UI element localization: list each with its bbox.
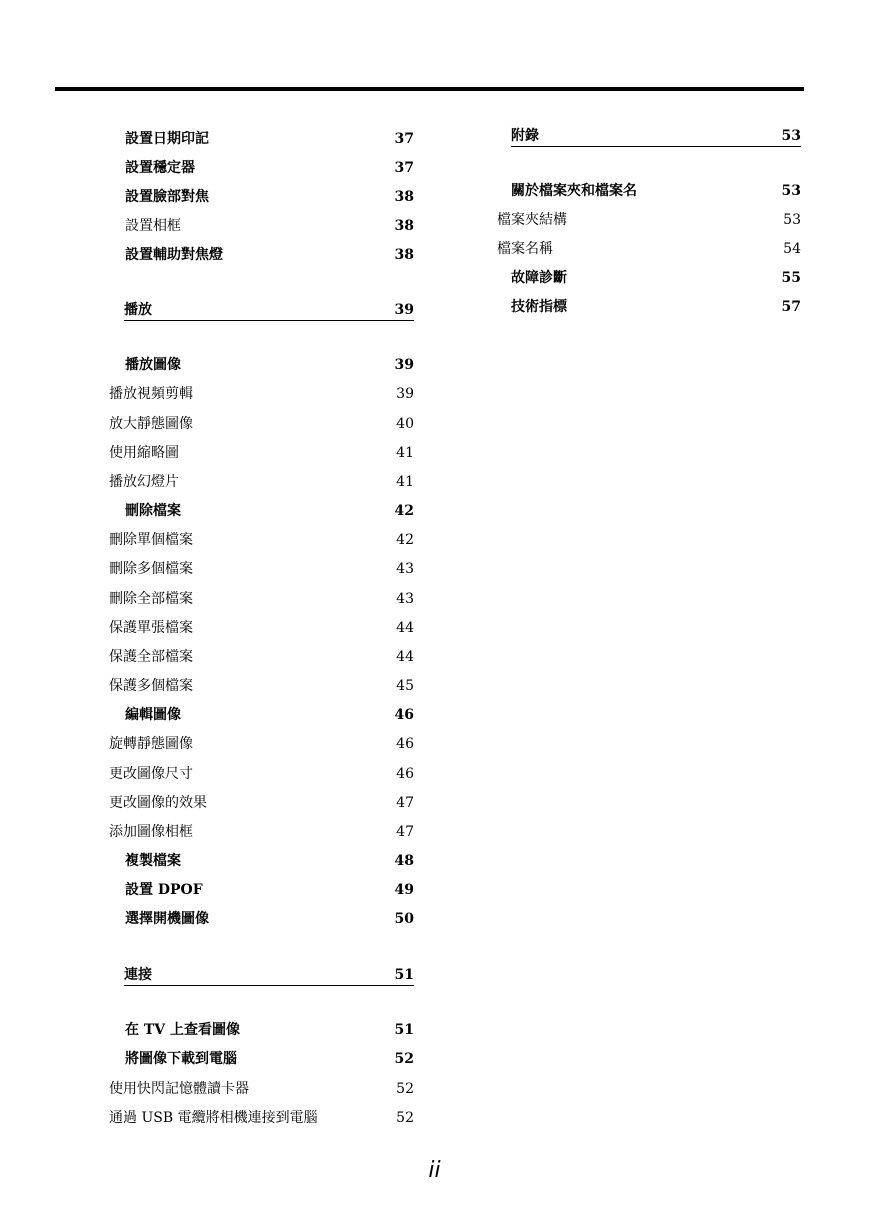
toc-entry[interactable] bbox=[109, 384, 414, 404]
toc-entry-page: 38 bbox=[394, 247, 414, 263]
toc-entry[interactable] bbox=[109, 443, 414, 463]
toc-entry[interactable] bbox=[511, 181, 801, 201]
toc-entry-page: 52 bbox=[396, 1110, 414, 1126]
toc-chapter-page: 39 bbox=[394, 302, 414, 318]
toc-entry-page: 57 bbox=[781, 299, 801, 315]
toc-entry[interactable] bbox=[511, 297, 801, 317]
toc-entry-page: 53 bbox=[783, 212, 801, 228]
toc-entry-title: 放大靜態圖像 bbox=[109, 416, 193, 432]
toc-entry-title: 設置臉部對焦 bbox=[125, 189, 209, 205]
toc-entry[interactable] bbox=[497, 210, 801, 230]
toc-entry-page: 55 bbox=[781, 270, 801, 286]
toc-entry[interactable] bbox=[109, 414, 414, 434]
toc-entry-page: 52 bbox=[396, 1081, 414, 1097]
toc-entry[interactable] bbox=[109, 559, 414, 579]
toc-entry-page: 52 bbox=[394, 1051, 414, 1067]
toc-chapter-title: 附錄 bbox=[511, 128, 539, 144]
toc-entry[interactable] bbox=[109, 589, 414, 609]
toc-entry-title: 技術指標 bbox=[511, 299, 567, 315]
toc-entry-page: 46 bbox=[396, 766, 414, 782]
toc-entry-title: 保護多個檔案 bbox=[109, 678, 193, 694]
toc-entry-title: 刪除單個檔案 bbox=[109, 532, 193, 548]
toc-entry-page: 37 bbox=[394, 160, 414, 176]
toc-chapter-page: 51 bbox=[394, 967, 414, 983]
toc-entry-page: 41 bbox=[396, 445, 414, 461]
toc-entry-title: 保護單張檔案 bbox=[109, 620, 193, 636]
toc-entry-page: 49 bbox=[394, 882, 414, 898]
toc-entry[interactable] bbox=[125, 245, 414, 265]
toc-entry-title: 設置輔助對焦燈 bbox=[125, 247, 223, 263]
toc-entry[interactable] bbox=[125, 851, 414, 871]
toc-entry[interactable] bbox=[125, 216, 414, 236]
top-rule bbox=[55, 87, 804, 91]
toc-entry[interactable] bbox=[497, 239, 801, 259]
toc-entry-page: 41 bbox=[396, 474, 414, 490]
toc-entry-title: 設置穩定器 bbox=[125, 160, 195, 176]
toc-entry-title: 通過 USB 電纜將相機連接到電腦 bbox=[109, 1110, 318, 1126]
toc-chapter[interactable] bbox=[124, 300, 414, 321]
toc-entry-page: 43 bbox=[396, 591, 414, 607]
page-number: ii bbox=[428, 1158, 441, 1183]
toc-entry-page: 44 bbox=[396, 620, 414, 636]
toc-entry-title: 更改圖像尺寸 bbox=[109, 766, 193, 782]
toc-entry[interactable] bbox=[109, 647, 414, 667]
toc-chapter[interactable] bbox=[124, 965, 414, 986]
toc-entry-page: 54 bbox=[783, 241, 801, 257]
toc-entry[interactable] bbox=[109, 793, 414, 813]
toc-entry[interactable] bbox=[125, 501, 414, 521]
toc-entry[interactable] bbox=[109, 472, 414, 492]
toc-entry-page: 40 bbox=[396, 416, 414, 432]
toc-entry[interactable] bbox=[109, 1108, 414, 1128]
toc-entry[interactable] bbox=[125, 705, 414, 725]
toc-entry[interactable] bbox=[109, 822, 414, 842]
toc-entry-title: 關於檔案夾和檔案名 bbox=[511, 183, 637, 199]
toc-chapter-page: 53 bbox=[781, 128, 801, 144]
toc-chapter-title: 播放 bbox=[124, 302, 152, 318]
toc-entry-title: 使用快閃記憶體讀卡器 bbox=[109, 1081, 249, 1097]
toc-entry-title: 更改圖像的效果 bbox=[109, 795, 207, 811]
toc-entry[interactable] bbox=[109, 676, 414, 696]
toc-entry-page: 47 bbox=[396, 824, 414, 840]
toc-entry-title: 檔案夾結構 bbox=[497, 212, 567, 228]
toc-entry[interactable] bbox=[125, 129, 414, 149]
toc-entry-title: 播放幻燈片 bbox=[109, 474, 179, 490]
toc-entry-title: 刪除檔案 bbox=[125, 503, 181, 519]
toc-entry-page: 51 bbox=[394, 1022, 414, 1038]
toc-entry-page: 48 bbox=[394, 853, 414, 869]
toc-entry-page: 39 bbox=[396, 386, 414, 402]
toc-entry-page: 46 bbox=[396, 736, 414, 752]
toc-entry-title: 保護全部檔案 bbox=[109, 649, 193, 665]
toc-entry[interactable] bbox=[125, 355, 414, 375]
toc-entry-title: 編輯圖像 bbox=[125, 707, 181, 723]
toc-entry-title: 刪除多個檔案 bbox=[109, 561, 193, 577]
toc-entry-page: 42 bbox=[396, 532, 414, 548]
toc-entry[interactable] bbox=[125, 909, 414, 929]
toc-entry[interactable] bbox=[125, 187, 414, 207]
toc-entry-title: 播放圖像 bbox=[125, 357, 181, 373]
toc-entry-page: 44 bbox=[396, 649, 414, 665]
toc-entry-title: 添加圖像相框 bbox=[109, 824, 193, 840]
toc-entry-page: 50 bbox=[394, 911, 414, 927]
toc-entry-title: 將圖像下載到電腦 bbox=[125, 1051, 237, 1067]
toc-entry-title: 設置 DPOF bbox=[125, 882, 203, 898]
toc-entry-page: 42 bbox=[394, 503, 414, 519]
toc-entry-title: 旋轉靜態圖像 bbox=[109, 736, 193, 752]
toc-entry[interactable] bbox=[109, 1079, 414, 1099]
toc-entry-title: 設置日期印記 bbox=[125, 131, 209, 147]
toc-entry-title: 播放視頻剪輯 bbox=[109, 386, 193, 402]
toc-entry-page: 45 bbox=[396, 678, 414, 694]
toc-entry[interactable] bbox=[125, 158, 414, 178]
toc-entry-page: 37 bbox=[394, 131, 414, 147]
toc-entry[interactable] bbox=[125, 1049, 414, 1069]
toc-entry-page: 53 bbox=[781, 183, 801, 199]
toc-entry[interactable] bbox=[109, 530, 414, 550]
toc-entry[interactable] bbox=[109, 734, 414, 754]
toc-entry-title: 檔案名稱 bbox=[497, 241, 553, 257]
toc-entry[interactable] bbox=[125, 1020, 414, 1040]
toc-entry-title: 故障診斷 bbox=[511, 270, 567, 286]
toc-entry-title: 設置相框 bbox=[125, 218, 181, 234]
toc-entry-page: 39 bbox=[394, 357, 414, 373]
toc-entry[interactable] bbox=[125, 880, 414, 900]
toc-entry-page: 47 bbox=[396, 795, 414, 811]
toc-chapter[interactable] bbox=[511, 126, 801, 147]
toc-entry[interactable] bbox=[511, 268, 801, 288]
toc-entry-title: 複製檔案 bbox=[125, 853, 181, 869]
toc-entry-page: 38 bbox=[394, 189, 414, 205]
toc-chapter-title: 連接 bbox=[124, 967, 152, 983]
toc-entry-page: 46 bbox=[394, 707, 414, 723]
toc-entry-title: 使用縮略圖 bbox=[109, 445, 179, 461]
toc-entry-title: 在 TV 上查看圖像 bbox=[125, 1022, 241, 1038]
toc-entry[interactable] bbox=[109, 618, 414, 638]
toc-entry-page: 38 bbox=[394, 218, 414, 234]
toc-entry-title: 選擇開機圖像 bbox=[125, 911, 209, 927]
toc-entry-page: 43 bbox=[396, 561, 414, 577]
toc-entry[interactable] bbox=[109, 764, 414, 784]
toc-entry-title: 刪除全部檔案 bbox=[109, 591, 193, 607]
